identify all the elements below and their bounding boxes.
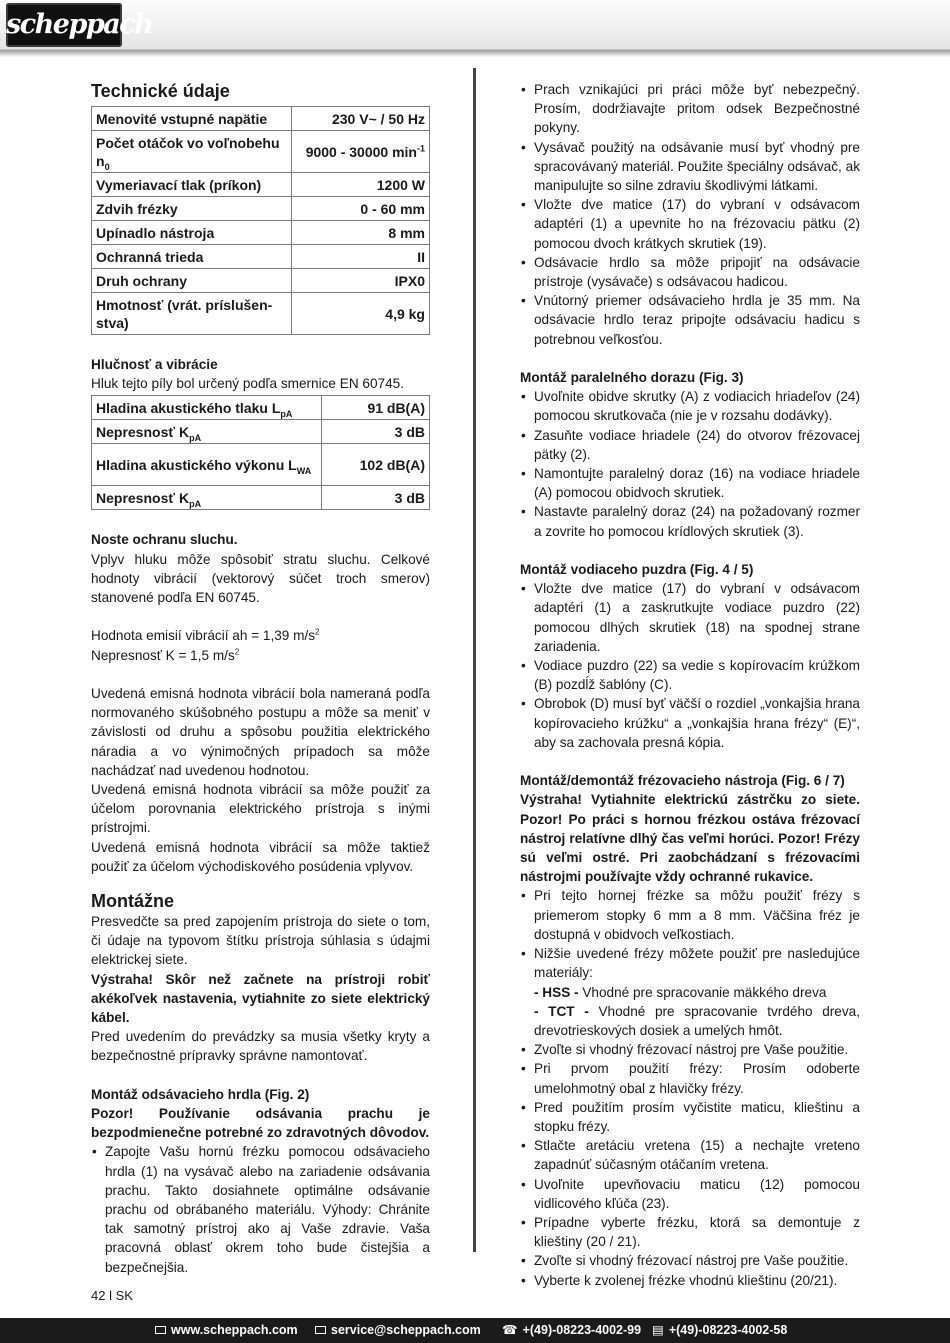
table-row (92, 173, 430, 197)
fax-icon: ▤ (652, 1323, 664, 1337)
noise-value: 91 dB(A) (322, 396, 430, 420)
computer-icon (155, 1326, 166, 1334)
list-item: • Pri tejto hornej frézke sa môžu použiť frézy s priemerom stopky 6 mm a 8 mm. Väčšina fréz je dostupná v obidvoch veľkostiach. (520, 886, 860, 944)
list-item: • Prach vznikajúci pri práci môže byť nebezpečný. Prosím, dodržiavajte pritom odsek Bezpečnostné pokyny. (520, 80, 860, 138)
footer-fax: ▤ +(49)-08223-4002-58 (652, 1323, 788, 1337)
cutter-list (520, 886, 860, 1289)
list-item: • Stlačte aretáciu vretena (15) a nechajte vreteno zapadnúť súčasným otáčaním vretena. (520, 1136, 860, 1174)
scheppach-logo: scheppach (6, 3, 122, 47)
suction-title: Montáž odsávacieho hrdla (Fig. 2) (91, 1086, 310, 1102)
tech-value: 0 - 60 mm (292, 197, 430, 221)
table-row (92, 269, 430, 293)
mail-icon (315, 1326, 326, 1334)
noise-label: Nepresnosť $K_{pA}$ (92, 420, 322, 444)
suction-warning: Pozor! Používanie odsávania prachu je bezpodmienečne potrebné zo zdravotných dôvodov. (91, 1106, 430, 1141)
list-item: • Zvoľte si vhodný frézovací nástroj pre Vaše použitie. (520, 1251, 860, 1270)
noise-value: 102 dB(A) (322, 444, 430, 486)
suction-list (91, 1142, 430, 1276)
table-row (92, 420, 430, 444)
parallel-stop-list (520, 387, 860, 541)
page-header (0, 0, 950, 50)
footer-email[interactable]: service@scheppach.com (315, 1318, 481, 1343)
list-item: • Nastavte paralelný doraz (24) na požadovaný rozmer a zovrite ho pomocou krídlových skrutiek (3). (520, 502, 860, 540)
list-item: • Zapojte Vašu hornú frézku pomocou odsávacieho hrdla (1) na vysávač alebo na zariadenie odsávania prachu. Takto dosiahnete optimálne odsávanie prachu od obrábaného materiálu. Výhody: Chránite tak samotný prístroj ako aj Vaše zdravie. Vaša pracovná oblasť okrem toho bude čistejšia a bezpečnejšia. (91, 1142, 430, 1276)
tct-label: - TCT - (534, 1003, 589, 1019)
left-column (91, 80, 430, 1277)
page-footer (0, 1318, 950, 1343)
table-row (92, 197, 430, 221)
cutter-title: Montáž/demontáž frézovacieho nástroja (Fig. 6 / 7) (520, 773, 845, 789)
list-item: • Uvoľnite obidve skrutky (A) z vodiacich hriadeľov (24) pomocou skrutkovača (nie je v rozsahu dodávky). (520, 387, 860, 425)
table-row (92, 107, 430, 131)
footer-phone: ☎ +(49)-08223-4002-99 (502, 1323, 642, 1337)
table-row (92, 245, 430, 269)
tech-label: Počet otáčok vo voľnobehu $n_0$ (92, 131, 292, 173)
table-row (92, 131, 430, 173)
tech-value: IPX0 (292, 269, 430, 293)
assembly-text: Pred uvedením do prevádzky sa musia všetky kryty a bezpečnostné prípravky správne namontovať. (91, 1029, 430, 1064)
column-divider (473, 68, 476, 1252)
footer-web[interactable]: www.scheppach.com (155, 1318, 298, 1343)
parallel-stop-title: Montáž paralelného dorazu (Fig. 3) (520, 370, 744, 386)
tech-value: II (292, 245, 430, 269)
tech-data-table (91, 106, 430, 335)
tech-value: 230 V~ / 50 Hz (292, 107, 430, 131)
emission-text-2: Uvedená emisná hodnota vibrácií sa môže použiť za účelom porovnania elektrického prístroja s inými prístrojmi. (91, 782, 430, 836)
list-item: • Odsávacie hrdlo sa môže pripojiť na odsávacie prístroje (vysávače) s odsávacou hadicou. (520, 253, 860, 291)
noise-intro: Hluk tejto píly bol určený podľa smernice EN 60745. (91, 376, 405, 392)
list-item: • Zvoľte si vhodný frézovací nástroj pre Vaše použitie. (520, 1040, 860, 1059)
tech-label: Ochranná trieda (92, 245, 292, 269)
page-number: 42 l SK (91, 1288, 133, 1303)
list-item: • Zasuňte vodiace hriadele (24) do otvorov frézovacej pätky (2). (520, 426, 860, 464)
list-item: • Pri prvom použití frézy: Prosím odoberte umelohmotný obal z hlavičky frézy. (520, 1059, 860, 1097)
list-item: • Vyberte k zvolenej frézke vhodnú klieštinu (20/21). (520, 1271, 860, 1290)
table-row (92, 293, 430, 335)
emission-text-1: Uvedená emisná hodnota vibrácií bola nameraná podľa normovaného skúšobného postupu a môže sa meniť v závislosti od druhu a spôsobu použitia elektrického náradia a vo výnimočných prípadoch sa môže nachádzať nad uvedenou hodnotou. (91, 686, 430, 778)
phone-icon: ☎ (502, 1323, 518, 1337)
list-item: • Vnútorný priemer odsávacieho hrdla je 35 mm. Na odsávacie hrdlo teraz pripojte odsávaciu hadicu s potrebnou veľkosťou. (520, 291, 860, 349)
tech-value: 4,9 kg (292, 293, 430, 335)
hearing-title: Noste ochranu sluchu. (91, 532, 238, 548)
vibration-uncertainty: Nepresnosť K = 1,5 $m/s^2$ (91, 647, 240, 663)
list-item: • Namontujte paralelný doraz (16) na vodiace hriadele (A) pomocou obidvoch skrutiek. (520, 464, 860, 502)
tech-label: Vymeriavací tlak (príkon) (92, 173, 292, 197)
hss-label: - HSS - (534, 984, 579, 1000)
right-column (520, 80, 860, 1290)
tech-value: 8 mm (292, 221, 430, 245)
noise-value: 3 dB (322, 420, 430, 444)
hearing-text: Vplyv hluku môže spôsobiť stratu sluchu. Celkové hodnoty vibrácií (vektorový súčet troch smerov) stanovené podľa EN 60745. (91, 551, 430, 606)
table-row (92, 444, 430, 486)
list-item: • Nižšie uvedené frézy môžete použiť pre nasledujúce materiály: - HSS - Vhodné pre spracovanie mäkkého dreva - TCT - Vhodné pre spracovanie tvrdého dreva, drevotrieskových dosiek a umelých hmôt. (520, 944, 860, 1040)
noise-label: Hladina akustického tlaku $L_{pA}$ (92, 396, 322, 420)
table-row (92, 486, 430, 510)
tech-value: 9000 - 30000 $\min^{-1}$ (292, 131, 430, 173)
guide-sleeve-list (520, 579, 860, 752)
noise-title: Hlučnosť a vibrácie (91, 357, 218, 372)
tech-label: Druh ochrany (92, 269, 292, 293)
guide-sleeve-title: Montáž vodiaceho puzdra (Fig. 4 / 5) (520, 562, 754, 578)
table-row (92, 396, 430, 420)
noise-label: Nepresnosť $K_{pA}$ (92, 486, 322, 510)
list-item: • Uvoľnite upevňovaciu maticu (12) pomocou vidlicového kľúča (23). (520, 1175, 860, 1213)
assembly-title: Montážne (91, 891, 174, 912)
emission-text-3: Uvedená emisná hodnota vibrácií sa môže taktiež použiť za účelom východiskového posúdenia vplyvov. (91, 839, 430, 874)
list-item: • Prípadne vyberte frézku, ktorá sa demontuje z klieštiny (20 / 21). (520, 1213, 860, 1251)
tech-label: Menovité vstupné napätie (92, 107, 292, 131)
tech-value: 1200 W (292, 173, 430, 197)
table-row (92, 221, 430, 245)
cutter-warning: Výstraha! Vytiahnite elektrickú zástrčku zo siete. Pozor! Po práci s hornou frézkou ostáva frézovací nástroj relatívne dlhý čas veľmi horúci. Pozor! Frézy sú veľmi ostré. Pri zaobchádzaní s frézovacími nástrojmi používajte vždy ochranné rukavice. (520, 792, 860, 885)
list-item: • Pred použitím prosím vyčistite maticu, klieštinu a stopku frézy. (520, 1098, 860, 1136)
noise-table (91, 395, 430, 510)
noise-value: 3 dB (322, 486, 430, 510)
header-shadow (0, 50, 950, 57)
tech-label: Zdvih frézky (92, 197, 292, 221)
vibration-value: Hodnota emisií vibrácií ah = 1,39 $m/s^2$ (91, 627, 320, 644)
list-item: • Vložte dve matice (17) do vybraní v odsávacom adaptéri (1) a zaskrutkujte vodiace puzdro (22) pomocou dlhých skrutiek (18) na spodnej strane zariadenia. (520, 579, 860, 656)
list-item: • Vodiace puzdro (22) sa vedie s kopírovacím krúžkom (B) pozdĺž šablóny (C). (520, 656, 860, 694)
noise-label: Hladina akustického výkonu $L_{WA}$ (92, 444, 322, 486)
tech-label: Hmotnosť (vrát. príslušen-stva) (92, 293, 292, 335)
dust-list (520, 80, 860, 349)
tech-data-title: Technické údaje (91, 81, 230, 101)
list-item: • Vložte dve matice (17) do vybraní v odsávacom adaptéri (1) a upevnite ho na frézovaciu pätku (2) pomocou dvoch krátkych skrutiek (19). (520, 195, 860, 253)
tech-label: Upínadlo nástroja (92, 221, 292, 245)
list-item: • Obrobok (D) musí byť väčší o rozdiel „vonkajšia hrana kopírovacieho krúžku“ a „vonkajšia hrana frézy“ (E)“, aby sa zachovala presná kópia. (520, 694, 860, 752)
assembly-warning: Výstraha! Skôr než začnete na prístroji robiť akékoľvek nastavenia, vytiahnite zo siete elektrický kábel. (91, 971, 430, 1026)
list-item: • Vysávač použitý na odsávanie musí byť vhodný pre spracovávaný materiál. Použite špeciálny odsávač, ak manipulujte so silne zdraviu škodlivými látkami. (520, 138, 860, 196)
assembly-intro: Presvedčte sa pred zapojením prístroja do siete o tom, či údaje na typovom štítku prístroja súhlasia s údajmi elektrickej siete. (91, 914, 430, 968)
